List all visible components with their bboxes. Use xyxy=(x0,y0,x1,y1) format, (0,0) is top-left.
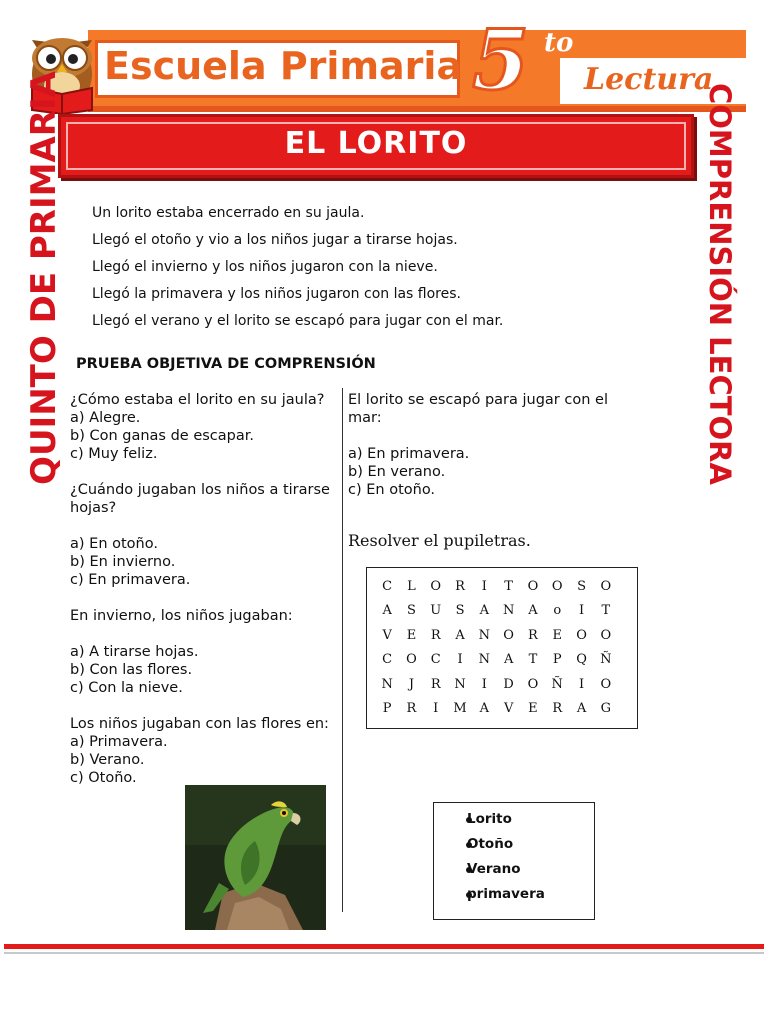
option: b) En verano. xyxy=(348,464,446,480)
school-title: Escuela Primaria xyxy=(104,44,463,88)
grid-letter: A xyxy=(528,603,538,619)
grid-letter: L xyxy=(407,578,416,594)
grid-letter: O xyxy=(527,676,539,692)
grid-letter: N xyxy=(478,652,491,668)
word-search-table xyxy=(375,574,618,721)
grid-letter: N xyxy=(502,603,515,619)
bottom-rule xyxy=(4,944,764,949)
grid-letter: E xyxy=(406,627,417,643)
grid-letter: A xyxy=(455,627,465,643)
option: b) Verano. xyxy=(70,752,145,768)
grid-letter: R xyxy=(528,627,538,643)
grid-letter: E xyxy=(552,627,562,643)
page-title: EL LORITO xyxy=(284,126,468,161)
grid-letter: E xyxy=(528,701,538,717)
bottom-rule-shadow xyxy=(4,952,764,954)
option: b) Con ganas de escapar. xyxy=(70,428,254,444)
section-title: PRUEBA OBJETIVA DE COMPRENSIÓN xyxy=(76,356,376,372)
grid-row xyxy=(375,574,618,599)
grid-letter: I xyxy=(481,676,487,692)
grid-letter: D xyxy=(503,676,514,692)
grid-letter: T xyxy=(528,652,538,668)
grid-letter: J xyxy=(408,676,415,692)
grid-letter: O xyxy=(600,627,612,643)
grid-letter: V xyxy=(382,627,392,643)
grid-row xyxy=(375,672,618,697)
right-side-label: COMPRENSIÓN LECTORA xyxy=(703,83,737,485)
word-list-item: Lorito xyxy=(467,811,512,827)
question-text: Los niños jugaban con las flores en: xyxy=(70,716,329,732)
grid-letter: Ñ xyxy=(551,676,563,692)
grade-number: 5 xyxy=(472,13,530,109)
grid-row xyxy=(375,623,618,648)
grid-letter: I xyxy=(578,603,585,619)
grid-letter: U xyxy=(430,603,442,619)
option: c) Muy feliz. xyxy=(70,446,158,462)
story-line: Llegó el verano y el lorito se escapó para jugar con el mar. xyxy=(92,313,504,329)
grid-letter: C xyxy=(382,578,393,594)
questions-right-column xyxy=(348,391,638,499)
grid-letter: P xyxy=(552,652,562,668)
grid-letter: R xyxy=(552,701,563,717)
grid-letter: A xyxy=(576,701,587,717)
grid-letter: O xyxy=(527,578,539,594)
option: c) Otoño. xyxy=(70,770,137,786)
option: b) En invierno. xyxy=(70,554,176,570)
word-list-item: Otoño xyxy=(467,836,514,852)
grid-row xyxy=(375,648,618,673)
grid-letter: I xyxy=(578,676,585,692)
grid-letter: S xyxy=(455,603,465,619)
grid-letter: C xyxy=(430,652,441,668)
grid-letter: O xyxy=(551,578,563,594)
grid-letter: A xyxy=(503,652,514,668)
option: c) En otoño. xyxy=(348,482,436,498)
grid-letter: T xyxy=(601,603,611,619)
parrot-image xyxy=(185,785,326,930)
grid-letter: O xyxy=(576,627,587,643)
grid-letter: G xyxy=(600,701,612,717)
grid-letter: T xyxy=(504,578,513,594)
option: c) Con la nieve. xyxy=(70,680,183,696)
grid-letter: M xyxy=(453,701,467,717)
grid-letter: N xyxy=(454,676,466,692)
word-list-item: primavera xyxy=(467,886,545,902)
grid-letter: O xyxy=(406,652,417,668)
option: b) Con las flores. xyxy=(70,662,193,678)
option: a) Alegre. xyxy=(70,410,141,426)
option: c) En primavera. xyxy=(70,572,191,588)
grid-letter: V xyxy=(503,701,514,717)
pupiletras-title: Resolver el pupiletras. xyxy=(348,531,531,550)
option: a) A tirarse hojas. xyxy=(70,644,199,660)
grid-letter: O xyxy=(430,578,442,594)
question-text: ¿Cuándo jugaban los niños a tirarse hojas? xyxy=(70,482,330,516)
grid-letter: P xyxy=(382,701,392,717)
grid-letter: I xyxy=(481,578,487,594)
grid-letter: R xyxy=(430,676,441,692)
grid-letter: R xyxy=(455,578,465,594)
left-side-label: QUINTO DE PRIMARIA xyxy=(24,71,64,485)
story-line: Llegó el otoño y vio a los niños jugar a tirarse hojas. xyxy=(92,232,458,248)
subject-label: Lectura xyxy=(584,62,714,97)
grid-letter: N xyxy=(478,627,491,643)
word-search-grid xyxy=(366,567,638,729)
grid-letter: R xyxy=(430,627,441,643)
column-divider xyxy=(342,388,343,912)
story-line: Llegó la primavera y los niños jugaron con las flores. xyxy=(92,286,461,302)
grid-letter: A xyxy=(382,603,392,619)
story-line: Un lorito estaba encerrado en su jaula. xyxy=(92,205,365,221)
option: a) En otoño. xyxy=(70,536,158,552)
grid-letter: O xyxy=(600,676,612,692)
option: a) En primavera. xyxy=(348,446,470,462)
word-list-item: Verano xyxy=(467,861,521,877)
grid-letter: O xyxy=(503,627,514,643)
grid-row xyxy=(375,697,618,722)
grid-letter: Q xyxy=(576,652,587,668)
story-line: Llegó el invierno y los niños jugaron con la nieve. xyxy=(92,259,438,275)
grid-letter: S xyxy=(406,603,416,619)
grid-letter: I xyxy=(457,652,463,668)
grid-letter: N xyxy=(381,676,393,692)
question-text: ¿Cómo estaba el lorito en su jaula? xyxy=(70,392,325,408)
grid-letter: S xyxy=(577,578,586,594)
questions-left-column xyxy=(70,391,335,787)
grid-letter: A xyxy=(479,603,490,619)
grid-letter: C xyxy=(382,652,393,668)
grid-row xyxy=(375,599,618,624)
grid-letter: O xyxy=(600,578,612,594)
grid-letter: I xyxy=(433,701,439,717)
grid-letter: o xyxy=(553,603,562,619)
grid-letter: A xyxy=(479,701,490,717)
option: a) Primavera. xyxy=(70,734,168,750)
question-text: En invierno, los niños jugaban: xyxy=(70,608,293,624)
question-text: El lorito se escapó para jugar con el mar: xyxy=(348,392,608,426)
grid-letter: R xyxy=(406,701,417,717)
grid-letter: Ñ xyxy=(600,652,612,668)
grade-suffix: to xyxy=(544,28,574,58)
